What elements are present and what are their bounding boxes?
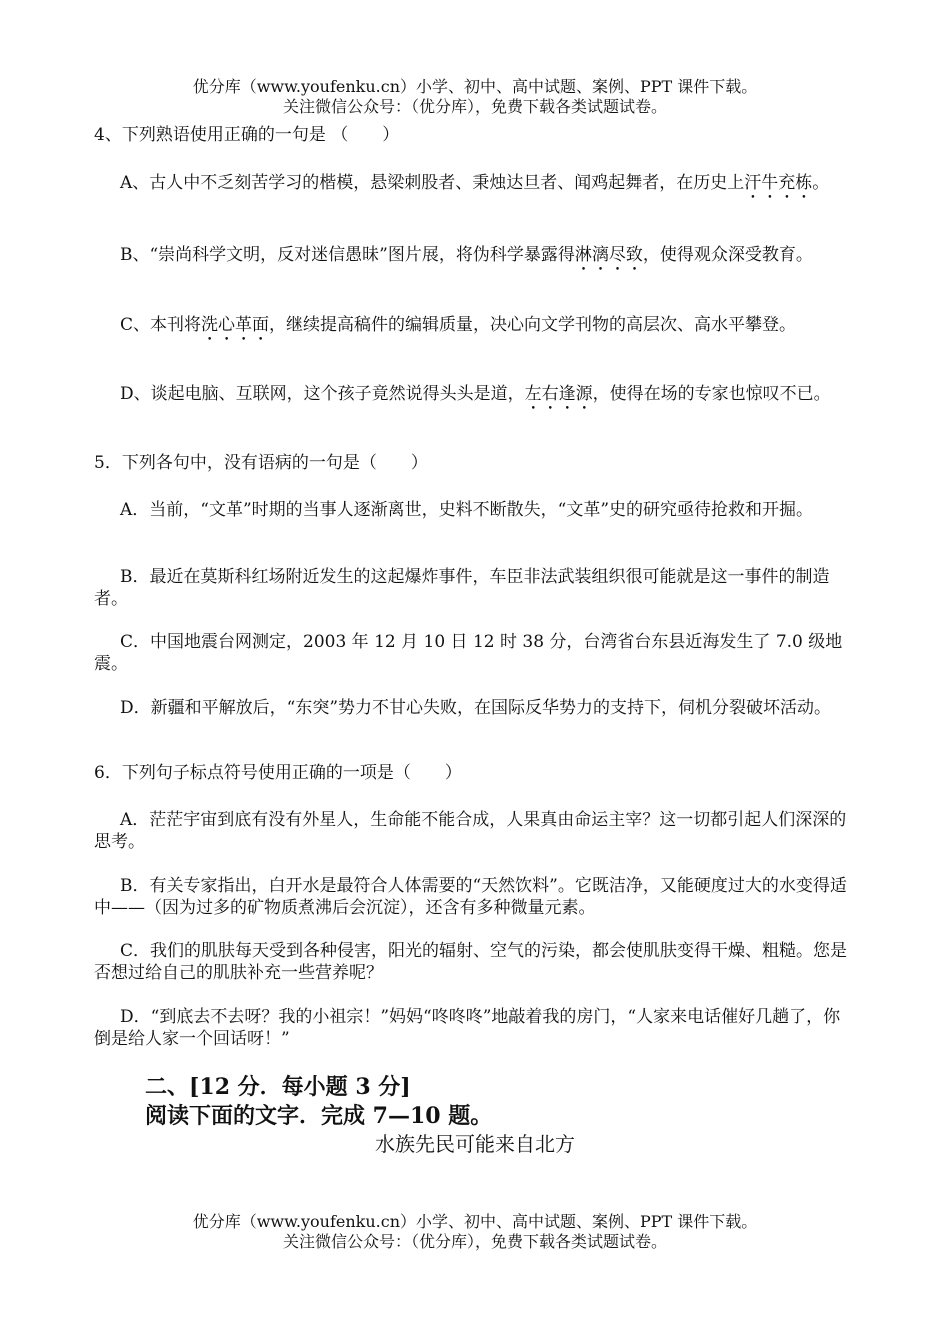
emphasized-idiom: 汗牛充栋 (744, 173, 813, 193)
passage-title: 水族先民可能来自北方 (375, 1132, 575, 1156)
header-line-1: 优分库（www.youfenku.cn）小学、初中、高中试题、案例、PPT 课件下载。 (192, 77, 758, 96)
question-4-option-d: D、谈起电脑、互联网，这个孩子竟然说得头头是道，左右逢源，使得在场的专家也惊叹不已。 (120, 384, 831, 404)
question-4-stem: 4、下列熟语使用正确的一句是 （ ） (94, 125, 400, 145)
question-4-option-a: A、古人中不乏刻苦学习的楷模，悬梁刺股者、秉烛达旦者、闻鸡起舞者，在历史上汗牛充栋。 (120, 173, 830, 193)
question-5-option-b: B．最近在莫斯科红场附近发生的这起爆炸事件，车臣非法武装组织很可能就是这一事件的制造者。 (94, 567, 830, 609)
question-6-option-a: A．茫茫宇宙到底有没有外星人，生命能不能合成，人果真由命运主宰？这一切都引起人们深深的思考。 (94, 810, 847, 852)
question-5-option-d: D．新疆和平解放后，“东突”势力不甘心失败，在国际反华势力的支持下，伺机分裂破坏活动。 (120, 698, 832, 718)
header-line-2: 关注微信公众号：（优分库），免费下载各类试题试卷。 (282, 97, 667, 116)
question-5-option-a: A．当前，“文革”时期的当事人逐渐离世，史料不断散失，“文革”史的研究亟待抢救和开掘。 (120, 500, 814, 520)
emphasized-idiom: 淋漓尽致 (574, 245, 643, 265)
question-4-option-b: B、“崇尚科学文明，反对迷信愚昧”图片展，将伪科学暴露得淋漓尽致，使得观众深受教育。 (120, 245, 813, 265)
question-4-option-c: C、本刊将洗心革面，继续提高稿件的编辑质量，决心向文学刊物的高层次、高水平攀登。 (120, 315, 797, 335)
footer-line-2: 关注微信公众号：（优分库），免费下载各类试题试卷。 (282, 1232, 667, 1251)
emphasized-idiom: 洗心革面 (201, 315, 270, 335)
question-6-option-b: B．有关专家指出，白开水是最符合人体需要的“天然饮料”。它既洁净，又能硬度过大的水变得适中——（因为过多的矿物质煮沸后会沉淀），还含有多种微量元素。 (94, 876, 847, 918)
question-6-option-d: D．“到底去不去呀？我的小祖宗！”妈妈“咚咚咚”地敲着我的房门，“人家来电话催好几趟了，你倒是给人家一个回话呀！” (94, 1007, 841, 1049)
question-6-stem: 6．下列句子标点符号使用正确的一项是（ ） (94, 763, 462, 783)
page-footer (0, 1212, 950, 1252)
question-6-option-c: C．我们的肌肤每天受到各种侵害，阳光的辐射、空气的污染，都会使肌肤变得干燥、粗糙。您是否想过给自己的肌肤补充一些营养呢？ (94, 941, 848, 983)
footer-line-1: 优分库（www.youfenku.cn）小学、初中、高中试题、案例、PPT 课件下载。 (192, 1212, 758, 1231)
page-header (0, 77, 950, 117)
section-2-instruction: 阅读下面的文字．完成 7—10 题。 (145, 1103, 493, 1129)
section-2-heading: 二、[12 分．每小题 3 分] (145, 1074, 411, 1100)
emphasized-idiom: 左右逢源 (524, 384, 593, 404)
question-5-stem: 5．下列各句中，没有语病的一句是（ ） (94, 453, 428, 473)
question-5-option-c: C．中国地震台网测定，2003 年 12 月 10 日 12 时 38 分，台湾省台东县近海发生了 7.0 级地震。 (94, 632, 843, 674)
